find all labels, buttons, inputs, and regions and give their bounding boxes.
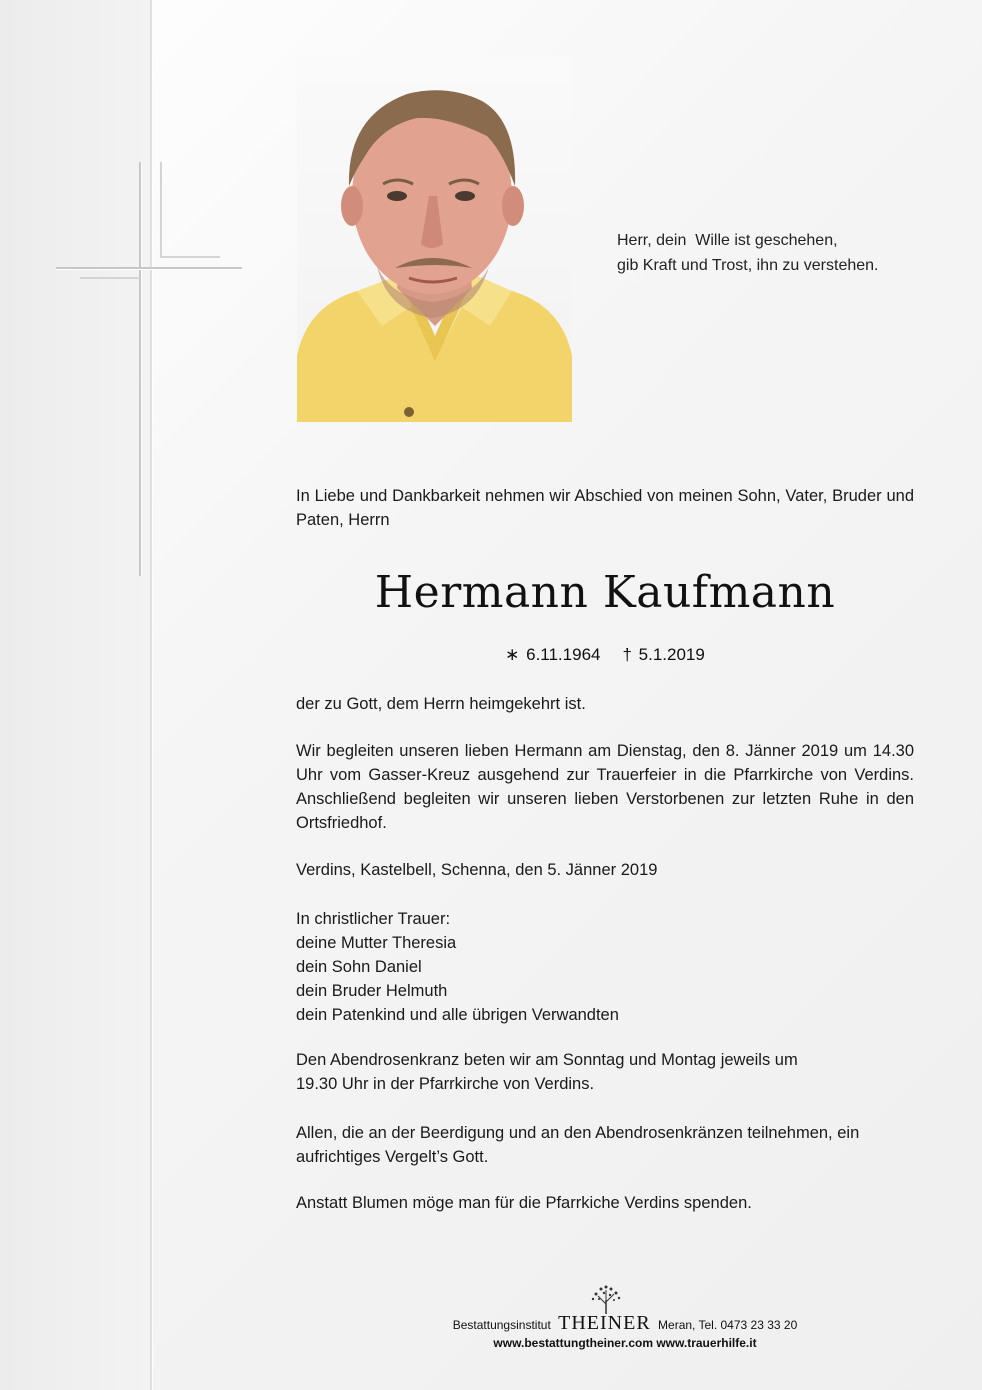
rosary-paragraph	[296, 1048, 914, 1096]
cross-horizontal-beam	[56, 267, 242, 269]
left-border-band	[0, 0, 150, 1390]
thanks-line-1: Allen, die an der Beerdigung und an den Abendrosenkränzen teilnehmen, ein	[296, 1124, 860, 1142]
intro-paragraph: In Liebe und Dankbarkeit nehmen wir Abschied von meinen Sohn, Vater, Bruder und Paten, Herrn	[296, 487, 914, 529]
footer-contact-line	[300, 1312, 950, 1335]
cross-inner-line-left	[80, 277, 140, 279]
verse-line-1: Herr, dein Wille ist geschehen,	[617, 232, 838, 249]
rosary-line-2: 19.30 Uhr in der Pfarrkirche von Verdins.	[296, 1075, 595, 1093]
mourner-item: dein Patenkind und alle übrigen Verwandten	[296, 1006, 619, 1024]
life-dates	[296, 645, 914, 665]
flowers-note: Anstatt Blumen möge man für die Pfarrkiche Verdins spenden.	[296, 1194, 752, 1212]
place-and-date: Verdins, Kastelbell, Schenna, den 5. Jänner 2019	[296, 861, 658, 879]
thanks-paragraph	[296, 1121, 914, 1169]
cross-inner-line-top	[160, 256, 220, 258]
rosary-line-1: Den Abendrosenkranz beten wir am Sonntag und Montag jeweils um	[296, 1051, 798, 1069]
verse-line-2: gib Kraft und Trost, ihn zu verstehen.	[617, 257, 879, 274]
portrait-illustration	[297, 56, 572, 422]
mourners-heading: In christlicher Trauer:	[296, 910, 451, 928]
birth-date: ∗ 6.11.1964	[505, 645, 601, 664]
footer-websites: www.bestattungtheiner.com www.trauerhilfe.it	[493, 1336, 757, 1350]
funeral-paragraph: Wir begleiten unseren lieben Hermann am Dienstag, den 8. Jänner 2019 um 14.30 Uhr vom Gasser-Kreuz ausgehend zur Trauerfeier in die Pfarrkirche von Verdins. Anschließend begleiten wir unseren lieben Verstorbenen zur letzten Ruhe in den Ortsfriedhof.	[296, 742, 914, 832]
footer-institute: Bestattungsinstitut	[452, 1318, 551, 1332]
footer-phone: Meran, Tel. 0473 23 33 20	[658, 1318, 798, 1332]
deceased-name: Hermann Kaufmann	[374, 567, 836, 618]
footer-brand: THEINER	[558, 1312, 651, 1334]
portrait-photo	[297, 56, 572, 422]
border-divider-line	[150, 0, 152, 1390]
mourners-section	[296, 907, 914, 1027]
thanks-line-2: aufrichtiges Vergelt’s Gott.	[296, 1148, 489, 1166]
returned-home-line: der zu Gott, dem Herrn heimgekehrt ist.	[296, 695, 586, 713]
mourner-item: dein Bruder Helmuth	[296, 982, 448, 1000]
bible-verse	[617, 228, 947, 278]
death-date: † 5.1.2019	[622, 645, 705, 664]
cross-inner-line-right	[160, 162, 162, 257]
mourner-item: dein Sohn Daniel	[296, 958, 422, 976]
mourner-item: deine Mutter Theresia	[296, 934, 457, 952]
cross-vertical-beam	[139, 162, 141, 576]
tree-logo-icon	[584, 1284, 628, 1314]
